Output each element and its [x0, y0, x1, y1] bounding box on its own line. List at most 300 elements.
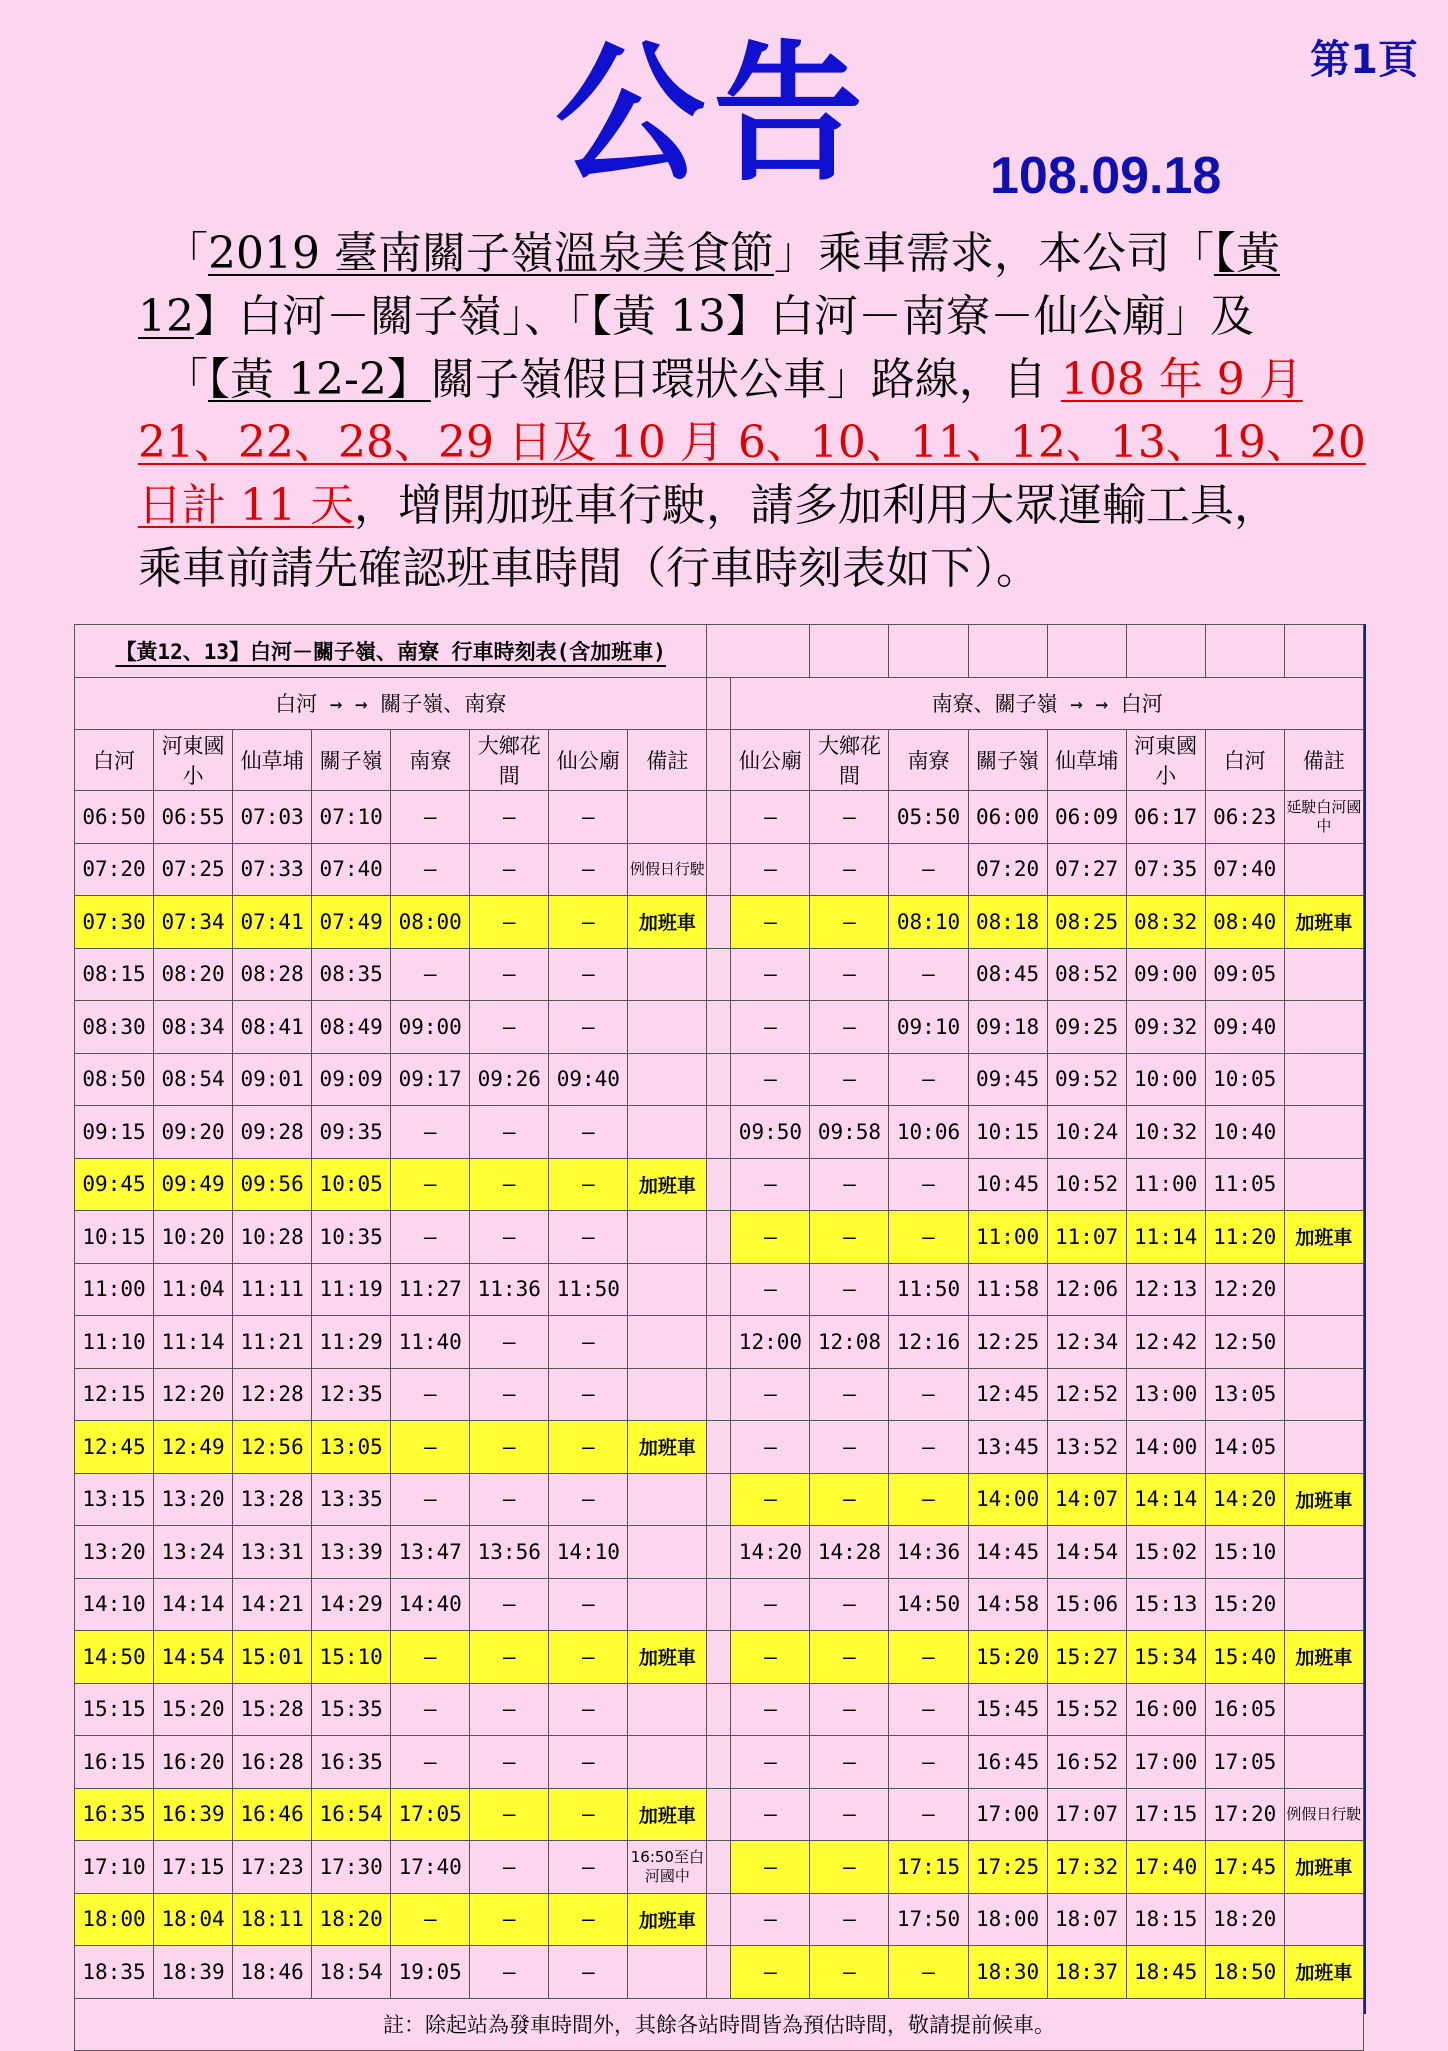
time-cell: 16:15: [75, 1736, 154, 1789]
remark-cell: [1284, 1106, 1363, 1159]
time-cell: 18:20: [1205, 1893, 1284, 1946]
time-cell: —: [731, 1421, 810, 1474]
time-cell: 13:45: [968, 1421, 1047, 1474]
time-cell: 15:15: [75, 1683, 154, 1736]
remark-cell: [1284, 1053, 1363, 1106]
remark-cell: 例假日行駛: [1284, 1788, 1363, 1841]
time-cell: 06:50: [75, 791, 154, 844]
time-cell: 18:30: [968, 1946, 1047, 1999]
time-cell: 09:50: [731, 1106, 810, 1159]
time-cell: 07:40: [1205, 843, 1284, 896]
time-cell: 07:33: [233, 843, 312, 896]
time-cell: 11:19: [312, 1263, 391, 1316]
timetable-title: [75, 625, 707, 678]
festival-name: 2019 臺南關子嶺溫泉美食節: [208, 228, 774, 279]
notice-line-5: [138, 474, 1318, 537]
time-cell: 17:05: [1205, 1736, 1284, 1789]
timetable-row: [75, 1421, 1364, 1474]
remark-cell: 加班車: [1284, 1631, 1363, 1684]
time-cell: —: [731, 896, 810, 949]
time-cell: 14:14: [1126, 1473, 1205, 1526]
time-cell: 05:50: [889, 791, 968, 844]
time-cell: —: [889, 1158, 968, 1211]
station-header: 備註: [628, 730, 707, 791]
station-header: 備註: [1284, 730, 1363, 791]
time-cell: 11:40: [391, 1316, 470, 1369]
time-cell: —: [391, 843, 470, 896]
time-cell: 15:34: [1126, 1631, 1205, 1684]
page-number: 第1頁: [1310, 37, 1418, 83]
station-header: 南寮: [889, 730, 968, 791]
time-cell: 11:07: [1047, 1211, 1126, 1264]
time-cell: 10:15: [968, 1106, 1047, 1159]
time-cell: —: [470, 1001, 549, 1054]
time-cell: —: [470, 791, 549, 844]
table-divider: [707, 1841, 731, 1894]
timetable-row: [75, 1106, 1364, 1159]
time-cell: 08:00: [391, 896, 470, 949]
time-cell: —: [470, 1893, 549, 1946]
time-cell: 15:27: [1047, 1631, 1126, 1684]
time-cell: 08:40: [1205, 896, 1284, 949]
time-cell: 17:23: [233, 1841, 312, 1894]
time-cell: 10:20: [154, 1211, 233, 1264]
table-divider: [707, 948, 731, 1001]
time-cell: —: [549, 948, 628, 1001]
time-cell: 12:00: [731, 1316, 810, 1369]
notice-line-4: [138, 411, 1366, 474]
time-cell: —: [470, 1368, 549, 1421]
time-cell: 15:52: [1047, 1683, 1126, 1736]
timetable: [74, 624, 1364, 2051]
time-cell: —: [810, 1683, 889, 1736]
remark-cell: [1284, 948, 1363, 1001]
time-cell: —: [549, 1841, 628, 1894]
time-cell: 12:50: [1205, 1316, 1284, 1369]
time-cell: —: [889, 1053, 968, 1106]
time-cell: 13:47: [391, 1526, 470, 1579]
time-cell: —: [810, 1788, 889, 1841]
time-cell: —: [889, 1683, 968, 1736]
time-cell: 17:32: [1047, 1841, 1126, 1894]
time-cell: 16:35: [312, 1736, 391, 1789]
time-cell: —: [731, 1158, 810, 1211]
remark-cell: [1284, 1578, 1363, 1631]
time-cell: 07:41: [233, 896, 312, 949]
time-cell: 13:20: [75, 1526, 154, 1579]
time-cell: —: [810, 843, 889, 896]
time-cell: 08:28: [233, 948, 312, 1001]
table-divider: [707, 1211, 731, 1264]
table-divider: [707, 843, 731, 896]
time-cell: 10:05: [312, 1158, 391, 1211]
time-cell: —: [549, 896, 628, 949]
time-cell: —: [470, 948, 549, 1001]
time-cell: 14:05: [1205, 1421, 1284, 1474]
time-cell: 09:32: [1126, 1001, 1205, 1054]
route-name: 【黃: [1213, 228, 1280, 279]
time-cell: 07:20: [75, 843, 154, 896]
time-cell: 12:34: [1047, 1316, 1126, 1369]
time-cell: —: [810, 1473, 889, 1526]
time-cell: 13:00: [1126, 1368, 1205, 1421]
time-cell: 17:15: [154, 1841, 233, 1894]
remark-cell: 加班車: [628, 1421, 707, 1474]
timetable-row: [75, 1631, 1364, 1684]
timetable-row: [75, 791, 1364, 844]
remark-cell: [1284, 843, 1363, 896]
time-cell: 12:52: [1047, 1368, 1126, 1421]
time-cell: —: [391, 1473, 470, 1526]
timetable-row: [75, 1841, 1364, 1894]
time-cell: —: [731, 1683, 810, 1736]
time-cell: —: [470, 896, 549, 949]
time-cell: 11:00: [75, 1263, 154, 1316]
time-cell: 14:54: [1047, 1526, 1126, 1579]
time-cell: 11:29: [312, 1316, 391, 1369]
time-cell: —: [391, 948, 470, 1001]
remark-cell: [1284, 1683, 1363, 1736]
time-cell: —: [470, 1631, 549, 1684]
station-header: 仙公廟: [549, 730, 628, 791]
remark-cell: [628, 1736, 707, 1789]
time-cell: 18:11: [233, 1893, 312, 1946]
time-cell: 14:21: [233, 1578, 312, 1631]
time-cell: 09:15: [75, 1106, 154, 1159]
timetable-row: [75, 1263, 1364, 1316]
time-cell: —: [731, 948, 810, 1001]
remark-cell: [1284, 1158, 1363, 1211]
table-divider: [707, 1053, 731, 1106]
time-cell: 12:13: [1126, 1263, 1205, 1316]
time-cell: —: [549, 1421, 628, 1474]
remark-cell: [628, 1263, 707, 1316]
time-cell: —: [731, 1053, 810, 1106]
remark-cell: 16:50至白河國中: [628, 1841, 707, 1894]
remark-cell: [628, 1211, 707, 1264]
time-cell: 16:05: [1205, 1683, 1284, 1736]
time-cell: 18:15: [1126, 1893, 1205, 1946]
time-cell: —: [810, 1263, 889, 1316]
time-cell: 08:45: [968, 948, 1047, 1001]
time-cell: 09:26: [470, 1053, 549, 1106]
remark-cell: 加班車: [1284, 896, 1363, 949]
time-cell: 12:45: [968, 1368, 1047, 1421]
footnote: 註：除起站為發車時間外，其餘各站時間皆為預估時間，敬請提前候車。: [75, 1998, 1364, 2051]
remark-cell: 加班車: [1284, 1841, 1363, 1894]
empty-cell: [1205, 625, 1284, 678]
time-cell: 18:54: [312, 1946, 391, 1999]
time-cell: 09:05: [1205, 948, 1284, 1001]
time-cell: 17:00: [968, 1788, 1047, 1841]
time-cell: 13:20: [154, 1473, 233, 1526]
remark-cell: [628, 1368, 707, 1421]
time-cell: —: [549, 843, 628, 896]
notice-paragraph: [138, 222, 1366, 600]
time-cell: —: [731, 1578, 810, 1631]
time-cell: 06:09: [1047, 791, 1126, 844]
time-cell: —: [470, 1683, 549, 1736]
remark-cell: [628, 1683, 707, 1736]
time-cell: 16:46: [233, 1788, 312, 1841]
time-cell: —: [810, 1736, 889, 1789]
time-cell: 14:29: [312, 1578, 391, 1631]
time-cell: 12:49: [154, 1421, 233, 1474]
time-cell: 10:32: [1126, 1106, 1205, 1159]
time-cell: 12:20: [154, 1368, 233, 1421]
time-cell: 08:52: [1047, 948, 1126, 1001]
time-cell: 17:05: [391, 1788, 470, 1841]
time-cell: —: [731, 1893, 810, 1946]
time-cell: 07:30: [75, 896, 154, 949]
time-cell: 09:40: [549, 1053, 628, 1106]
remark-cell: [628, 1001, 707, 1054]
station-header: 關子嶺: [968, 730, 1047, 791]
time-cell: 09:35: [312, 1106, 391, 1159]
time-cell: 15:20: [154, 1683, 233, 1736]
time-cell: 13:56: [470, 1526, 549, 1579]
remark-cell: [1284, 1316, 1363, 1369]
time-cell: —: [391, 1736, 470, 1789]
time-cell: —: [810, 1631, 889, 1684]
time-cell: 09:00: [391, 1001, 470, 1054]
time-cell: 15:10: [312, 1631, 391, 1684]
time-cell: —: [391, 1368, 470, 1421]
notice-text: ，增開加班車行駛，請多加利用大眾運輸工具，: [353, 480, 1278, 531]
time-cell: —: [549, 1946, 628, 1999]
time-cell: 12:15: [75, 1368, 154, 1421]
time-cell: —: [549, 791, 628, 844]
time-cell: 18:35: [75, 1946, 154, 1999]
time-cell: —: [391, 1893, 470, 1946]
time-cell: 14:54: [154, 1631, 233, 1684]
time-cell: 11:00: [968, 1211, 1047, 1264]
time-cell: 18:04: [154, 1893, 233, 1946]
timetable-row: [75, 1316, 1364, 1369]
time-cell: —: [889, 1421, 968, 1474]
time-cell: —: [731, 1841, 810, 1894]
time-cell: 09:28: [233, 1106, 312, 1159]
time-cell: 07:34: [154, 896, 233, 949]
station-header: 大鄉花間: [470, 730, 549, 791]
time-cell: 14:28: [810, 1526, 889, 1579]
time-cell: 12:42: [1126, 1316, 1205, 1369]
time-cell: —: [470, 843, 549, 896]
time-cell: 09:45: [968, 1053, 1047, 1106]
time-cell: 15:10: [1205, 1526, 1284, 1579]
notice-text: 乘車前請先確認班車時間（行車時刻表如下）。: [138, 543, 1040, 594]
time-cell: 09:09: [312, 1053, 391, 1106]
time-cell: 07:27: [1047, 843, 1126, 896]
time-cell: —: [810, 791, 889, 844]
remark-cell: [628, 1526, 707, 1579]
time-cell: 14:10: [549, 1526, 628, 1579]
time-cell: 10:24: [1047, 1106, 1126, 1159]
time-cell: 18:37: [1047, 1946, 1126, 1999]
time-cell: 08:18: [968, 896, 1047, 949]
notice-text: 「: [164, 354, 208, 405]
table-divider: [707, 1526, 731, 1579]
time-cell: 09:40: [1205, 1001, 1284, 1054]
time-cell: 11:14: [154, 1316, 233, 1369]
time-cell: —: [731, 791, 810, 844]
time-cell: —: [810, 1893, 889, 1946]
time-cell: 11:00: [1126, 1158, 1205, 1211]
time-cell: 15:01: [233, 1631, 312, 1684]
time-cell: 11:20: [1205, 1211, 1284, 1264]
time-cell: 12:16: [889, 1316, 968, 1369]
station-header: 南寮: [391, 730, 470, 791]
time-cell: 07:49: [312, 896, 391, 949]
time-cell: —: [810, 1946, 889, 1999]
time-cell: —: [889, 1211, 968, 1264]
time-cell: —: [470, 1788, 549, 1841]
time-cell: —: [470, 1106, 549, 1159]
timetable-row: [75, 1736, 1364, 1789]
time-cell: 18:39: [154, 1946, 233, 1999]
footnote-row: [75, 1998, 1364, 2051]
time-cell: —: [810, 1841, 889, 1894]
remark-cell: 加班車: [628, 896, 707, 949]
time-cell: 09:17: [391, 1053, 470, 1106]
remark-cell: [1284, 1368, 1363, 1421]
time-cell: 11:21: [233, 1316, 312, 1369]
time-cell: 13:05: [312, 1421, 391, 1474]
empty-cell: [968, 625, 1047, 678]
time-cell: 16:52: [1047, 1736, 1126, 1789]
time-cell: —: [470, 1578, 549, 1631]
timetable-row: [75, 1893, 1364, 1946]
notice-text: 「: [164, 228, 208, 279]
empty-cell: [889, 625, 968, 678]
empty-cell: [1284, 625, 1363, 678]
time-cell: 13:35: [312, 1473, 391, 1526]
time-cell: 13:24: [154, 1526, 233, 1579]
time-cell: 16:28: [233, 1736, 312, 1789]
remark-cell: [1284, 1736, 1363, 1789]
time-cell: 18:00: [75, 1893, 154, 1946]
time-cell: 18:00: [968, 1893, 1047, 1946]
time-cell: —: [470, 1211, 549, 1264]
notice-line-1: [138, 222, 1318, 285]
time-cell: —: [549, 1631, 628, 1684]
time-cell: 15:45: [968, 1683, 1047, 1736]
timetable-row: [75, 843, 1364, 896]
time-cell: —: [549, 1683, 628, 1736]
time-cell: —: [889, 1631, 968, 1684]
empty-cell: [1047, 625, 1126, 678]
time-cell: 17:30: [312, 1841, 391, 1894]
time-cell: —: [731, 1473, 810, 1526]
time-cell: 16:54: [312, 1788, 391, 1841]
remark-cell: [628, 1106, 707, 1159]
time-cell: 17:45: [1205, 1841, 1284, 1894]
empty-cell: [707, 625, 731, 678]
time-cell: 14:07: [1047, 1473, 1126, 1526]
time-cell: 14:45: [968, 1526, 1047, 1579]
time-cell: —: [889, 1788, 968, 1841]
notice-text: 關子嶺假日環狀公車」路線，自: [430, 354, 1061, 405]
time-cell: 09:01: [233, 1053, 312, 1106]
table-divider: [707, 677, 731, 730]
time-cell: 17:20: [1205, 1788, 1284, 1841]
time-cell: —: [889, 1473, 968, 1526]
station-header: 大鄉花間: [810, 730, 889, 791]
time-cell: 13:31: [233, 1526, 312, 1579]
time-cell: 08:25: [1047, 896, 1126, 949]
time-cell: 17:07: [1047, 1788, 1126, 1841]
time-cell: —: [470, 1736, 549, 1789]
timetable-title-text: 【黃12、13】白河－關子嶺、南寮 行車時刻表(含加班車): [115, 639, 666, 664]
route-name: 12: [138, 291, 194, 342]
time-cell: 09:49: [154, 1158, 233, 1211]
time-cell: 11:05: [1205, 1158, 1284, 1211]
time-cell: —: [391, 1158, 470, 1211]
route-name: 【黃 12-2】: [208, 354, 431, 405]
remark-cell: [1284, 1263, 1363, 1316]
timetable-row: [75, 1788, 1364, 1841]
table-divider: [707, 1316, 731, 1369]
time-cell: —: [810, 1578, 889, 1631]
time-cell: 16:45: [968, 1736, 1047, 1789]
time-cell: 07:03: [233, 791, 312, 844]
time-cell: 08:41: [233, 1001, 312, 1054]
station-header: 仙草埔: [233, 730, 312, 791]
timetable-row: [75, 1368, 1364, 1421]
station-header: 仙草埔: [1047, 730, 1126, 791]
time-cell: —: [889, 948, 968, 1001]
table-divider: [707, 1946, 731, 1999]
remark-cell: [628, 1578, 707, 1631]
time-cell: 18:46: [233, 1946, 312, 1999]
time-cell: 08:50: [75, 1053, 154, 1106]
time-cell: 16:20: [154, 1736, 233, 1789]
time-cell: 14:50: [75, 1631, 154, 1684]
remark-cell: [628, 1946, 707, 1999]
time-cell: 09:45: [75, 1158, 154, 1211]
remark-cell: [628, 1053, 707, 1106]
remark-cell: [1284, 1893, 1363, 1946]
table-divider: [707, 1631, 731, 1684]
time-cell: 17:25: [968, 1841, 1047, 1894]
time-cell: 12:20: [1205, 1263, 1284, 1316]
time-cell: —: [391, 791, 470, 844]
time-cell: —: [731, 1211, 810, 1264]
time-cell: —: [731, 1946, 810, 1999]
time-cell: 19:05: [391, 1946, 470, 1999]
direction-row: [75, 677, 1364, 730]
time-cell: —: [549, 1211, 628, 1264]
time-cell: 10:35: [312, 1211, 391, 1264]
time-cell: 10:40: [1205, 1106, 1284, 1159]
time-cell: 16:39: [154, 1788, 233, 1841]
service-dates: 108 年 9 月: [1060, 354, 1303, 405]
time-cell: —: [810, 1053, 889, 1106]
time-cell: —: [549, 1158, 628, 1211]
time-cell: 07:20: [968, 843, 1047, 896]
remark-cell: 加班車: [1284, 1473, 1363, 1526]
time-cell: —: [470, 1841, 549, 1894]
time-cell: —: [549, 1001, 628, 1054]
remark-cell: 加班車: [1284, 1946, 1363, 1999]
time-cell: 09:52: [1047, 1053, 1126, 1106]
time-cell: 08:34: [154, 1001, 233, 1054]
time-cell: 06:00: [968, 791, 1047, 844]
time-cell: —: [731, 1001, 810, 1054]
time-cell: 10:05: [1205, 1053, 1284, 1106]
time-cell: —: [731, 1788, 810, 1841]
time-cell: 17:50: [889, 1893, 968, 1946]
